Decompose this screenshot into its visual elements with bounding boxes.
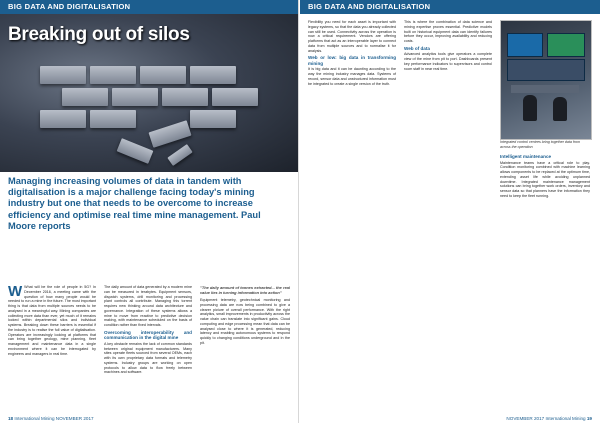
section-header: BIG DATA AND DIGITALISATION (0, 0, 298, 14)
body-text: Flexibility you need for each asset is important with legacy systems, so that the data you already collected can still be used. Connectivity across the operation is now a critical requirement. Vendors are offering platforms that act as an interoperable layer to connect data from multiple sources and to normalise it for analysis. (308, 20, 396, 53)
monitor-screen (507, 33, 543, 57)
subheading: Intelligent maintenance (500, 154, 552, 159)
body-column-2 (404, 20, 492, 71)
section-header: BIG DATA AND DIGITALISATION (300, 0, 600, 14)
wall-brick (40, 110, 86, 128)
left-page (0, 0, 299, 423)
control-room-photo (500, 20, 592, 140)
body-column-3 (500, 152, 590, 199)
wall-brick (40, 66, 86, 84)
issue-date: NOVEMBER 2017 (506, 416, 545, 421)
wall-brick (212, 88, 258, 106)
body-text: Advanced analytics tools give operators a complete view of the mine from pit to port. Dashboards present key performance indicators to supervisors and control room staff in near real time. (404, 52, 492, 71)
publication-name: International Mining (14, 416, 55, 421)
headline: Breaking out of silos (8, 24, 190, 45)
wall-brick (190, 66, 236, 84)
operator-figure (553, 97, 567, 121)
subheading: Web or low: big data in transforming mining (308, 55, 396, 66)
standfirst: Managing increasing volumes of data in tandem with digitalisation is a major challenge facing today's mining industry but one that needs to be overcome to increase efficiency and optimise real time mine management. Paul Moore reports (8, 176, 261, 231)
body-column-1 (8, 285, 96, 356)
body-text: This is where the combination of data science and mining expertise proves essential. Predictive models built on historical equipment data can identify failures before they occur, improving availability and reducing costs. (404, 20, 492, 43)
wall-brick (140, 66, 186, 84)
body-column-3 (200, 285, 290, 346)
right-page (300, 0, 600, 423)
page-footer (308, 414, 592, 423)
page-number: 19 (586, 416, 592, 421)
wall-brick (112, 88, 158, 106)
subheading: Overcoming interoperability and communication in the digital mine (104, 329, 192, 341)
body-text: Maintenance teams have a critical role to play. Condition monitoring combined with machine learning allows components to be replaced at the optimum time, extending asset life while avoiding unplanned downtime. Integrated maintenance management solutions can bring together work orders, inventory and sensor data so that planners have the information they need to keep the fleet running. (500, 160, 590, 198)
monitor-screen (547, 33, 585, 57)
body-text: Equipment telemetry, geotechnical monitoring and processing data are now being combined to give a clearer picture of overall performance. With the right analytics, small improvements in productivity across the value chain can translate into significant gains. Cloud computing and edge processing mean that data can be analysed close to where it is generated, reducing latency and enabling autonomous systems to respond quickly to changing conditions underground and in the pit. (200, 298, 290, 345)
wall-brick (90, 66, 136, 84)
body-text: A key obstacle remains the lack of common standards between original equipment manufacturers. Many sites operate fleets sourced from several OEMs, each with its own proprietary data formats and telemetry systems. Industry groups are working on open protocols to allow data to flow freely between machines and software. (104, 341, 192, 375)
page-number: 18 (8, 416, 14, 421)
subheading: Web of data (404, 45, 430, 51)
falling-brick (117, 138, 154, 164)
hero-image (0, 14, 298, 172)
photo-caption: Integrated control centres bring together data from across the operation (500, 140, 581, 149)
monitor-screen (507, 59, 585, 81)
falling-brick (167, 144, 192, 166)
console-desk (511, 85, 579, 93)
body-column-1 (308, 20, 396, 86)
wall-brick (190, 110, 236, 128)
body-text: What will be the role of people in 5G? In December 2016, a meeting came with the question of how many people would be needed to run a mine in the future. The most important thing is that data from multiple sources needs to be analysed in a meaningful way. Mining companies are collecting more data than ever, yet much of it remains locked within departmental silos and individual systems. Breaking down these barriers is essential if the industry is to realise the full value of digitalisation. Operators are increasingly looking at platforms that can bring together geology, mine planning, fleet management and maintenance data in a single environment where it can be interrogated by engineers and managers in real time. (8, 285, 96, 356)
publication-name: International Mining (545, 416, 586, 421)
page-footer (8, 414, 299, 423)
wall-brick (62, 88, 108, 106)
operator-figure (523, 95, 537, 121)
drop-cap: W (8, 283, 23, 300)
body-column-2 (104, 285, 192, 375)
wall-brick (162, 88, 208, 106)
falling-brick (149, 120, 192, 148)
body-text: The daily amount of data generated by a modern mine can be measured in terabytes. Equipment sensors, dispatch systems, drill monitoring and processing plant controls all contribute. Managing this torrent requires new thinking around data architecture and governance. Integration of these systems allows a mine to move from reactive to predictive decision making, with maintenance scheduled on the basis of condition rather than fixed intervals. (104, 285, 192, 327)
wall-brick (90, 110, 136, 128)
pull-quote: "The daily amount of tonnes extracted... the real value lies in turning information into action" (200, 285, 290, 295)
body-text: It is big data and it can be daunting according to the way the mining industry manages data. Systems of record, sensor data and unstructured information must be integrated to create a single version of the truth. (308, 67, 396, 86)
issue-date: NOVEMBER 2017 (55, 416, 94, 421)
